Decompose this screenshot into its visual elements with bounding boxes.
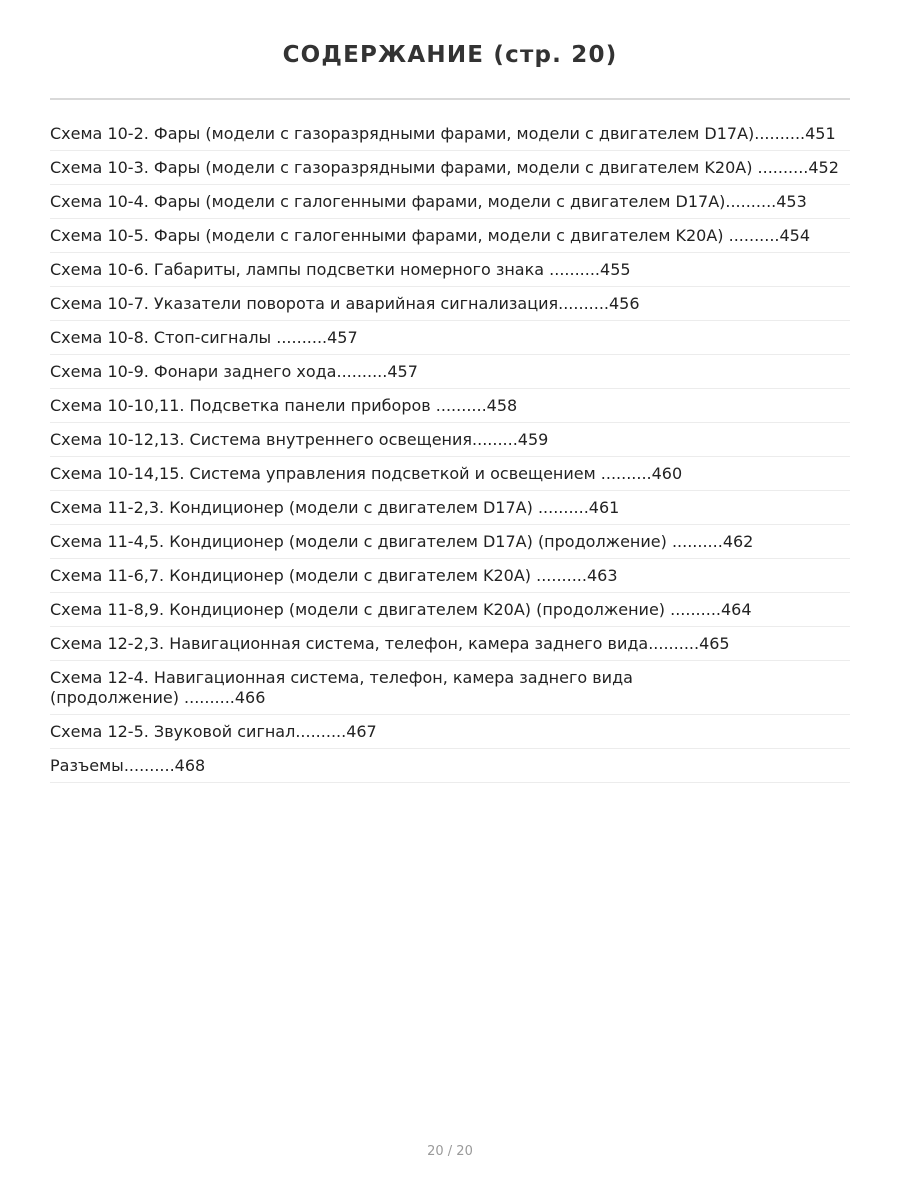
toc-item[interactable]: Схема 12-4. Навигационная система, телефон, камера заднего вида (продолжение) ..........466	[50, 661, 850, 715]
toc-item[interactable]: Схема 10-9. Фонари заднего хода..........457	[50, 355, 850, 389]
toc-item[interactable]: Схема 10-8. Стоп-сигналы ..........457	[50, 321, 850, 355]
toc-item[interactable]: Схема 10-14,15. Система управления подсветкой и освещением ..........460	[50, 457, 850, 491]
toc-item[interactable]: Схема 11-4,5. Кондиционер (модели с двигателем D17A) (продолжение) ..........462	[50, 525, 850, 559]
toc-item[interactable]: Схема 12-2,3. Навигационная система, телефон, камера заднего вида..........465	[50, 627, 850, 661]
toc-item[interactable]: Схема 10-3. Фары (модели с газоразрядными фарами, модели с двигателем K20A) ..........452	[50, 151, 850, 185]
toc-item[interactable]: Схема 10-4. Фары (модели с галогенными фарами, модели с двигателем D17A)..........453	[50, 185, 850, 219]
page-indicator: 20 / 20	[427, 1144, 473, 1159]
toc-item[interactable]: Схема 11-2,3. Кондиционер (модели с двигателем D17A) ..........461	[50, 491, 850, 525]
toc-item[interactable]: Схема 10-5. Фары (модели с галогенными фарами, модели с двигателем K20A) ..........454	[50, 219, 850, 253]
toc-item[interactable]: Схема 11-8,9. Кондиционер (модели с двигателем K20A) (продолжение) ..........464	[50, 593, 850, 627]
toc-item[interactable]: Схема 11-6,7. Кондиционер (модели с двигателем K20A) ..........463	[50, 559, 850, 593]
toc-item[interactable]: Схема 12-5. Звуковой сигнал..........467	[50, 715, 850, 749]
toc-item[interactable]: Схема 10-12,13. Система внутреннего освещения.........459	[50, 423, 850, 457]
toc-item[interactable]: Схема 10-10,11. Подсветка панели приборов ..........458	[50, 389, 850, 423]
toc-item[interactable]: Схема 10-2. Фары (модели с газоразрядными фарами, модели с двигателем D17A)..........451	[50, 117, 850, 151]
toc-list	[50, 117, 850, 783]
page-title: СОДЕРЖАНИЕ (стр. 20)	[282, 42, 618, 68]
title-divider	[50, 98, 850, 100]
document-page	[50, 0, 850, 1200]
toc-item[interactable]: Схема 10-6. Габариты, лампы подсветки номерного знака ..........455	[50, 253, 850, 287]
toc-item[interactable]: Схема 10-7. Указатели поворота и аварийная сигнализация..........456	[50, 287, 850, 321]
toc-item[interactable]: Разъемы..........468	[50, 749, 850, 783]
